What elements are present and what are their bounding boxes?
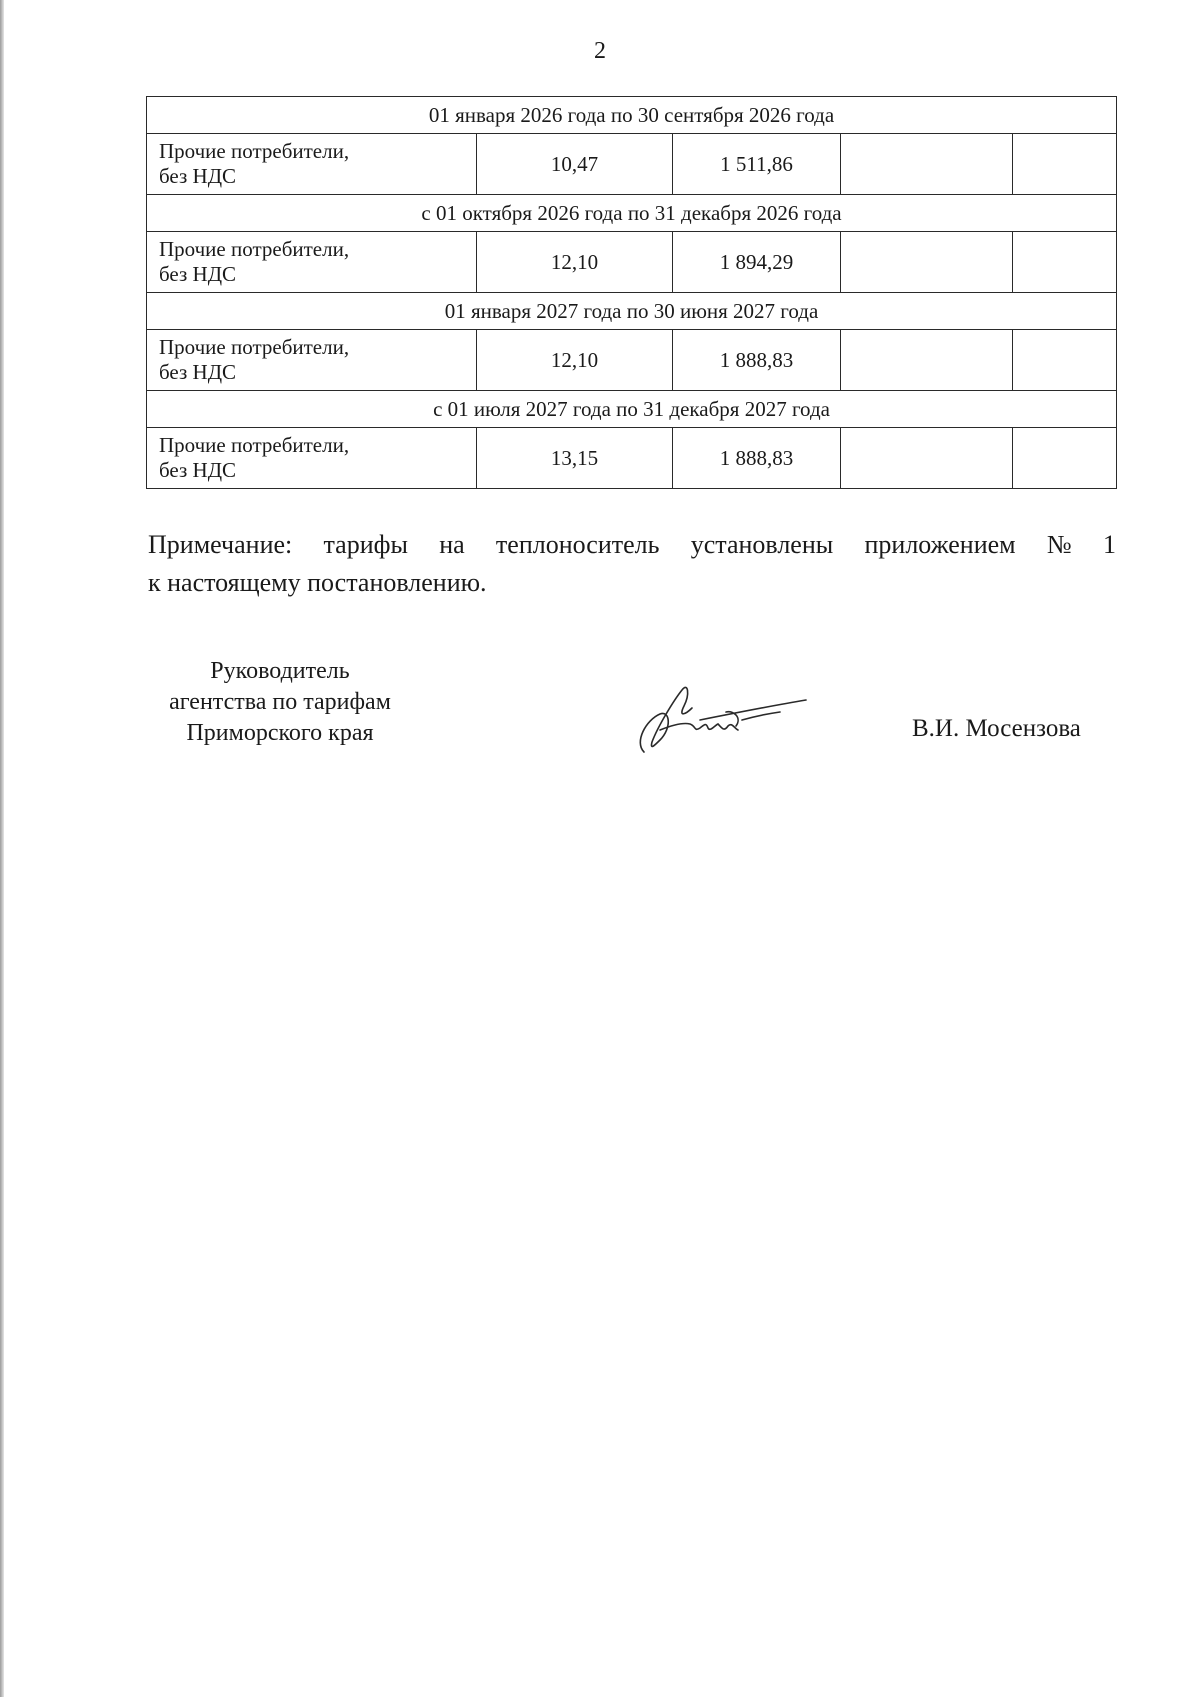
consumer-text: Прочие потребители, [159,433,350,457]
consumer-cell [147,330,477,391]
note-word: Примечание: [148,530,293,559]
consumer-text: Прочие потребители, [159,335,350,359]
note-word: на [439,530,465,559]
period-cell: 01 января 2026 года по 30 сентября 2026 года [147,97,1117,134]
table-row [147,428,1117,489]
signatory-title-line-3: Приморского края [186,720,374,746]
tariff-table-body [147,97,1117,489]
consumer-text: без НДС [159,360,237,384]
handwritten-signature [630,670,810,760]
tariff-value-1-cell: 10,47 [477,134,673,195]
consumer-cell [147,134,477,195]
period-row [147,195,1117,232]
consumer-text: без НДС [159,458,237,482]
tariff-value-2-cell: 1 511,86 [673,134,841,195]
note-word: 1 [1102,530,1116,559]
note-word: тарифы [323,530,408,559]
consumer-text: без НДС [159,164,237,188]
tariff-value-4-cell [1013,330,1117,391]
consumer-cell [147,232,477,293]
period-cell: 01 января 2027 года по 30 июня 2027 года [147,293,1117,330]
consumer-text: Прочие потребители, [159,139,350,163]
tariff-value-3-cell [841,330,1013,391]
tariff-value-2-cell: 1 888,83 [673,330,841,391]
signatory-title [140,656,420,749]
consumer-text: без НДС [159,262,237,286]
tariff-value-1-cell: 13,15 [477,428,673,489]
note-line-2: к настоящему постановлению. [148,568,487,597]
table-row [147,232,1117,293]
period-cell: с 01 июля 2027 года по 31 декабря 2027 года [147,391,1117,428]
tariff-value-4-cell [1013,232,1117,293]
note-word: теплоноситель [495,530,660,559]
period-row [147,97,1117,134]
tariff-value-4-cell [1013,134,1117,195]
period-row [147,391,1117,428]
tariff-table [146,96,1117,489]
note-word: приложением [864,530,1016,559]
consumer-cell [147,428,477,489]
tariff-value-2-cell: 1 888,83 [673,428,841,489]
page-number: 2 [594,38,606,64]
signer-name: В.И. Мосензова [912,715,1081,742]
tariff-value-3-cell [841,134,1013,195]
note [148,526,1116,602]
tariff-value-1-cell: 12,10 [477,330,673,391]
tariff-value-1-cell: 12,10 [477,232,673,293]
table-row [147,330,1117,391]
signatory-title-line-2: агентства по тарифам [169,689,391,715]
period-cell: с 01 октября 2026 года по 31 декабря 2026 года [147,195,1117,232]
note-word: № [1046,530,1072,559]
note-line-1 [148,526,1116,564]
tariff-value-2-cell: 1 894,29 [673,232,841,293]
tariff-value-3-cell [841,428,1013,489]
note-word: установлены [690,530,834,559]
tariff-value-3-cell [841,232,1013,293]
consumer-text: Прочие потребители, [159,237,350,261]
tariff-value-4-cell [1013,428,1117,489]
scan-edge [0,0,4,1697]
period-row [147,293,1117,330]
signatory-title-line-1: Руководитель [210,658,350,684]
table-row [147,134,1117,195]
